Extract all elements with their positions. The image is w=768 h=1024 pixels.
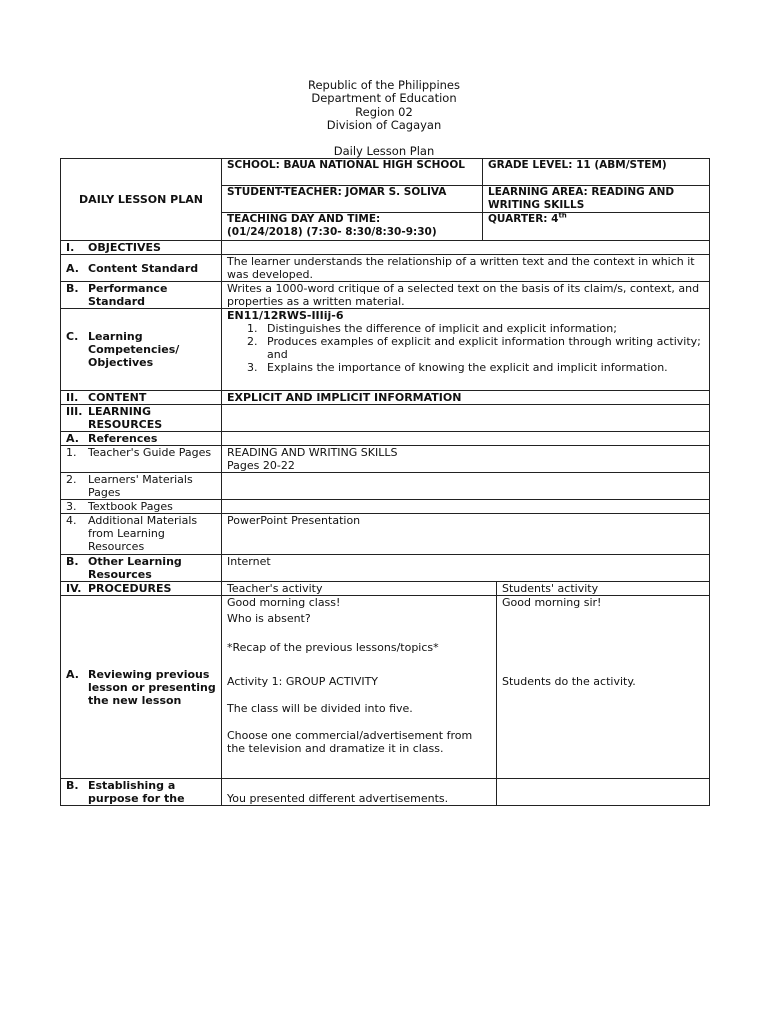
daily-lesson-plan-label: DAILY LESSON PLAN: [61, 159, 222, 241]
textbook-num: 3.: [66, 500, 77, 513]
header-division: Division of Cagayan: [326, 117, 442, 132]
document-title: Daily Lesson Plan: [333, 144, 435, 158]
objectives-label: OBJECTIVES: [88, 241, 161, 254]
competency-item: 3. Explains the importance of knowing the explicit and implicit information.: [261, 361, 704, 374]
teachers-guide-title: READING AND WRITING SKILLS: [227, 446, 398, 459]
competency-code: EN11/12RWS-IIIij-6: [227, 309, 344, 322]
teachers-guide-pages: Pages 20-22: [227, 459, 295, 472]
competencies-label: Learning Competencies/ Objectives: [88, 330, 180, 369]
competency-item: 2. Produces examples of explicit and explicit information through writing activity; and: [261, 335, 704, 361]
teacher-recap: *Recap of the previous lessons/topics*: [227, 641, 439, 654]
establishing-num: B.: [66, 779, 79, 792]
learning-resources-label-cell: [61, 405, 222, 432]
learners-materials-num: 2.: [66, 473, 77, 486]
teachers-guide-label: Teacher's Guide Pages: [88, 446, 212, 459]
reviewing-num: A.: [66, 667, 79, 681]
teaching-day-value: (01/24/2018) (7:30- 8:30/8:30-9:30): [227, 225, 437, 238]
objectives-num: I.: [66, 241, 75, 254]
teacher-activity-header: Teacher's activity: [222, 582, 497, 596]
learners-materials-label-cell: [61, 473, 222, 500]
references-label-cell: [61, 432, 222, 446]
other-resources-label: Other Learning Resources: [88, 555, 182, 581]
performance-standard-label-cell: [61, 282, 222, 309]
learners-materials-label: Learners' Materials Pages: [88, 473, 193, 499]
other-resources-text: Internet: [222, 555, 710, 582]
teacher-instruction: Choose one commercial/advertisement from the television and dramatize it in class.: [227, 729, 473, 755]
competencies-label-cell: [61, 309, 222, 391]
header-department: Department of Education: [311, 91, 457, 106]
learning-resources-label: LEARNING RESOURCES: [88, 405, 163, 431]
quarter-text: QUARTER: 4: [488, 213, 559, 225]
learners-materials-text: [222, 473, 710, 500]
content-text: EXPLICIT AND IMPLICIT INFORMATION: [222, 391, 710, 405]
objectives-empty-cell: [222, 241, 710, 255]
lesson-plan-table: [60, 158, 710, 806]
student-activity-header: Students' activity: [497, 582, 710, 596]
additional-materials-label-cell: [61, 514, 222, 555]
references-label: References: [88, 432, 158, 445]
teachers-guide-cell: [222, 446, 710, 473]
establishing-label-cell: [61, 779, 222, 806]
student-greeting: Good morning sir!: [502, 596, 602, 609]
teacher-greeting: Good morning class!: [227, 596, 341, 609]
other-resources-num: B.: [66, 555, 79, 568]
performance-standard-label: Performance Standard: [88, 282, 168, 308]
content-standard-label: Content Standard: [88, 261, 199, 275]
header-region: Region 02: [355, 104, 413, 119]
establishing-student-text: [497, 779, 710, 806]
establishing-teacher-text: You presented different advertisements.: [222, 779, 497, 806]
teachers-guide-num: 1.: [66, 446, 77, 459]
procedures-label-cell: [61, 582, 222, 596]
teacher-attendance: Who is absent?: [227, 612, 311, 625]
procedures-num: IV.: [66, 582, 82, 595]
reviewing-label-cell: [61, 596, 222, 779]
textbook-label: Textbook Pages: [88, 500, 173, 513]
student-activity-text: Students do the activity.: [502, 675, 636, 688]
student-teacher-cell: STUDENT-TEACHER: JOMAR S. SOLIVA: [222, 186, 483, 213]
additional-materials-text: PowerPoint Presentation: [222, 514, 710, 555]
learning-resources-empty-cell: [222, 405, 710, 432]
content-standard-label-cell: [61, 255, 222, 282]
textbook-label-cell: [61, 500, 222, 514]
teacher-grouping: The class will be divided into five.: [227, 702, 413, 715]
content-num: II.: [66, 391, 79, 404]
content-standard-text: The learner understands the relationship of a written text and the context in which it was developed.: [222, 255, 710, 282]
references-num: A.: [66, 432, 79, 445]
procedures-label: PROCEDURES: [88, 582, 172, 595]
objectives-label-cell: [61, 241, 222, 255]
textbook-text: [222, 500, 710, 514]
competencies-list: [227, 322, 704, 374]
competencies-num: C.: [66, 330, 79, 343]
school-cell: SCHOOL: BAUA NATIONAL HIGH SCHOOL: [222, 159, 483, 186]
content-standard-num: A.: [66, 261, 79, 275]
learning-resources-num: III.: [66, 405, 83, 418]
grade-level-cell: GRADE LEVEL: 11 (ABM/STEM): [483, 159, 710, 186]
teaching-day-cell: [222, 213, 483, 241]
learning-area-cell: LEARNING AREA: READING AND WRITING SKILLS: [483, 186, 710, 213]
additional-materials-num: 4.: [66, 514, 77, 527]
competencies-cell: [222, 309, 710, 391]
header-republic: Republic of the Philippines: [307, 78, 461, 92]
teacher-activity-title: Activity 1: GROUP ACTIVITY: [227, 675, 379, 688]
reviewing-student-cell: [497, 596, 710, 779]
performance-standard-num: B.: [66, 282, 79, 295]
establishing-label: Establishing a purpose for the: [88, 779, 185, 805]
competency-item: 1. Distinguishes the difference of implicit and explicit information;: [261, 322, 704, 335]
quarter-suffix: th: [558, 212, 567, 220]
performance-standard-text: Writes a 1000-word critique of a selected text on the basis of its claim/s, context, and properties as a written material.: [222, 282, 710, 309]
reviewing-label: Reviewing previous lesson or presenting the new lesson: [88, 667, 216, 707]
references-empty-cell: [222, 432, 710, 446]
reviewing-teacher-cell: [222, 596, 497, 779]
teaching-day-label: TEACHING DAY AND TIME:: [227, 213, 381, 225]
teachers-guide-label-cell: [61, 446, 222, 473]
document-header: [0, 79, 768, 132]
quarter-cell: [483, 213, 710, 241]
additional-materials-label: Additional Materials from Learning Resources: [88, 514, 198, 553]
content-label-cell: [61, 391, 222, 405]
content-label: CONTENT: [88, 391, 147, 404]
other-resources-label-cell: [61, 555, 222, 582]
